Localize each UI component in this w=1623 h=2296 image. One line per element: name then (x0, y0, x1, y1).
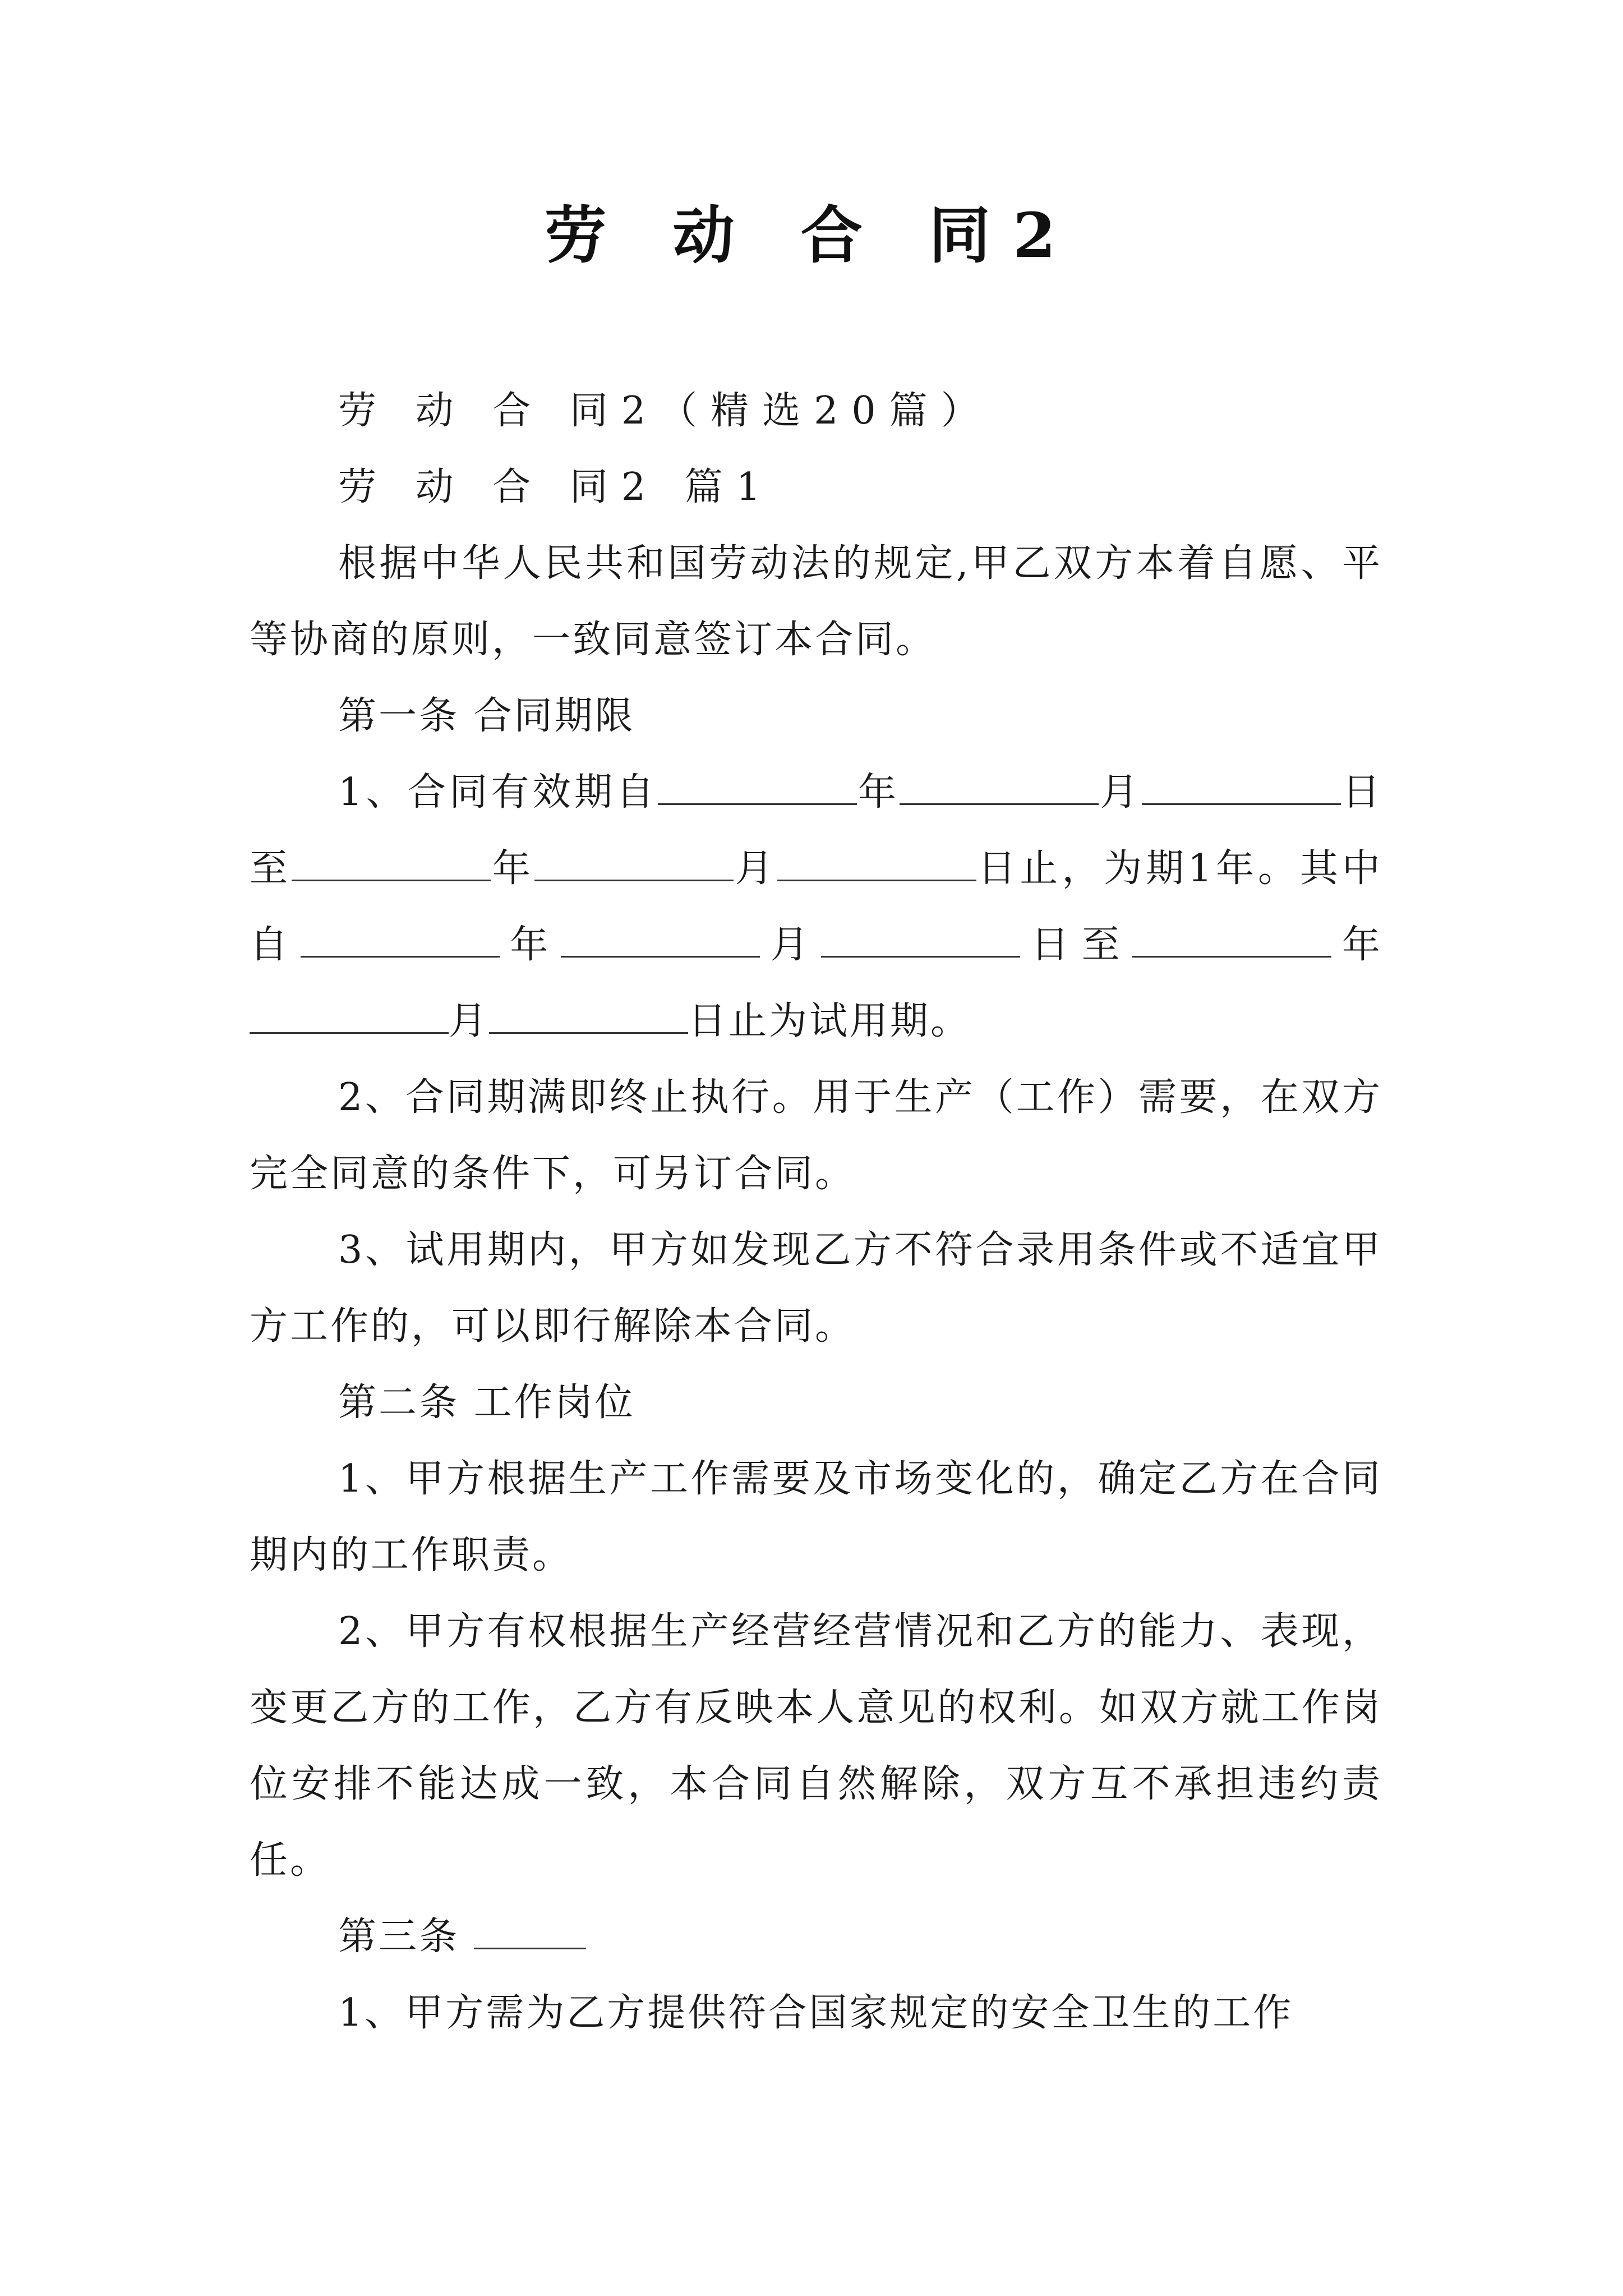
month-label: 月 (760, 923, 822, 967)
blank-field[interactable] (821, 923, 1020, 958)
blank-field[interactable] (250, 1000, 449, 1034)
article-3-heading-text: 第三条 (338, 1915, 474, 1959)
document-title: 劳 动 合 同2 (545, 199, 1078, 272)
blank-field[interactable] (1142, 771, 1341, 805)
article-3-item-1: 1、甲方需为乙方提供符合国家规定的安全卫生的工作 (338, 1991, 1294, 2035)
year-label: 年 (490, 846, 534, 891)
blank-field[interactable] (658, 771, 857, 805)
blank-field[interactable] (561, 923, 760, 958)
month-label: 月 (1099, 770, 1142, 815)
blank-field[interactable] (1132, 923, 1331, 958)
document-body (250, 373, 1382, 2051)
year-label: 年 (856, 770, 900, 815)
blank-field[interactable] (474, 1915, 586, 1949)
blank-field[interactable] (301, 923, 500, 958)
blank-field[interactable] (534, 847, 734, 881)
article-2-item-2: 2、甲方有权根据生产经营经营情况和乙方的能力、表现，变更乙方的工作，乙方有反映本人意见的权利。如双方就工作岗位安排不能达成一致，本合同自然解除，双方互不承担违约责任。 (250, 1609, 1382, 1883)
section-heading: 劳 动 合 同2 篇1 (338, 465, 774, 509)
article-1-item-3: 3、试用期内，甲方如发现乙方不符合录用条件或不适宜甲方工作的，可以即行解除本合同。 (250, 1228, 1382, 1349)
to-label: 至 (250, 846, 292, 891)
item-text: 1、合同有效期自 (338, 770, 658, 815)
to2-label: 日至 (1020, 923, 1133, 967)
blank-field[interactable] (777, 847, 976, 881)
year-label: 年 (499, 923, 561, 967)
document-subtitle: 劳 动 合 同2（精选20篇） (338, 389, 993, 433)
intro-paragraph: 根据中华人民共和国劳动法的规定,甲乙双方本着自愿、平等协商的原则，一致同意签订本合同。 (250, 541, 1382, 662)
trial-end-text: 日止为试用期。 (688, 999, 971, 1043)
article-2-item-1: 1、甲方根据生产工作需要及市场变化的，确定乙方在合同期内的工作职责。 (250, 1457, 1382, 1577)
article-1-item-2: 2、合同期满即终止执行。用于生产（工作）需要，在双方完全同意的条件下，可另订合同。 (250, 1075, 1382, 1196)
article-1-heading: 第一条 合同期限 (338, 694, 635, 738)
month-label: 月 (733, 846, 777, 891)
year-label: 年 (1331, 923, 1382, 967)
end-text: 日止，为期1年。其中自 (250, 846, 1382, 967)
month-label: 月 (449, 999, 490, 1043)
day-label: 日 (1340, 770, 1382, 815)
blank-field[interactable] (292, 847, 491, 881)
article-3-heading (250, 1899, 1382, 1975)
article-2-heading: 第二条 工作岗位 (338, 1381, 635, 1425)
blank-field[interactable] (900, 771, 1099, 805)
article-1-item-1 (250, 754, 1382, 1060)
blank-field[interactable] (489, 1000, 688, 1034)
